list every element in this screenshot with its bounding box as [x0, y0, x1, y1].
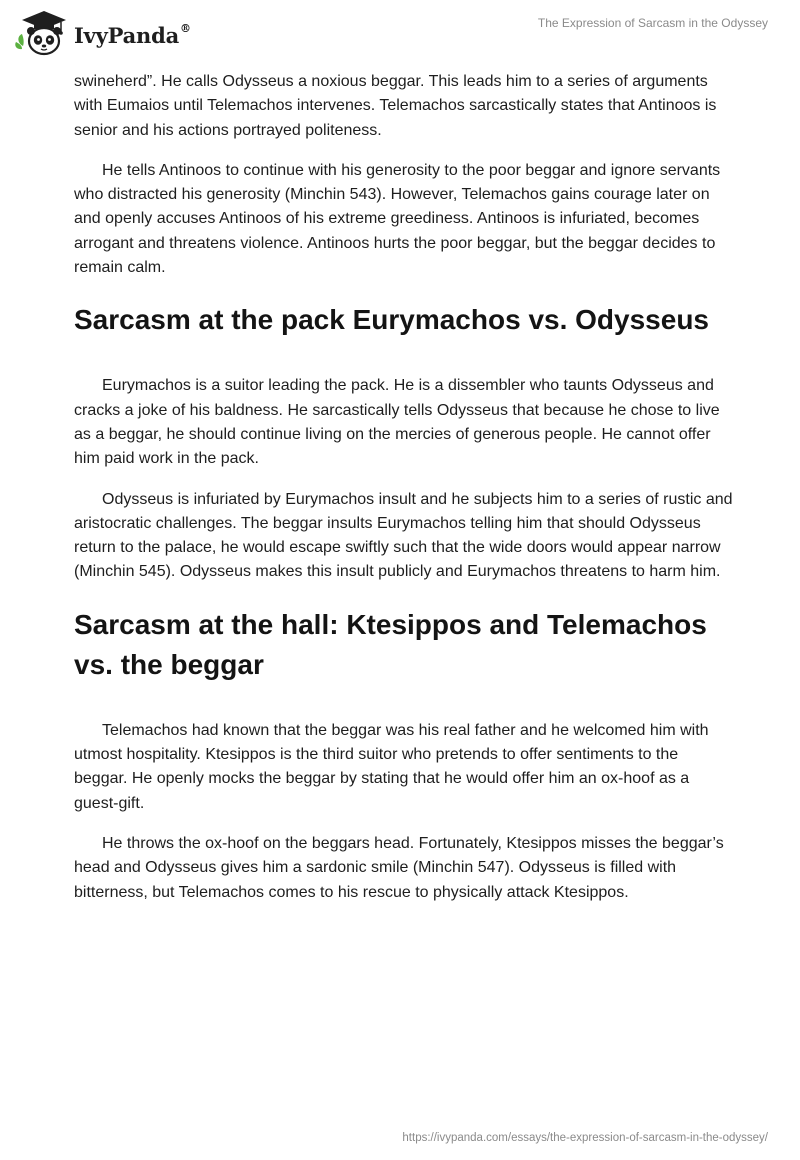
section-heading: Sarcasm at the pack Eurymachos vs. Odysseus — [74, 304, 709, 336]
paragraph: Eurymachos is a suitor leading the pack. He is a dissembler who taunts Odysseus and cracks a joke of his baldness. He sarcastically tells Odysseus that because he chose to live as a beggar, he should continue living on the mercies of generous people. He cannot offer him paid work in the pack. — [74, 377, 720, 468]
registered-mark: ® — [180, 21, 191, 35]
paragraph: Odysseus is infuriated by Eurymachos insult and he subjects him to a series of rustic and aristocratic challenges. The beggar insults Eurymachos telling him that should Odysseus return to the palace, he would escape swiftly such that the wide doors would appear narrow (Minchin 545). Odysseus makes this insult publicly and Eurymachos threatens to harm him. — [74, 490, 733, 581]
panda-graduate-icon — [14, 8, 72, 58]
page-header — [0, 0, 800, 70]
ivypanda-logo[interactable] — [14, 8, 191, 58]
paragraph: swineherd”. He calls Odysseus a noxious beggar. This leads him to a series of arguments with Eumaios until Telemachos intervenes. Telemachos sarcastically states that Antinoos is senior and his actions portrayed politeness. — [74, 73, 717, 139]
paragraph: Telemachos had known that the beggar was his real father and he welcomed him with utmost hospitality. Ktesippos is the third suitor who pretends to offer sentiments to the beggar. He openly mocks the beggar by stating that he would offer him an ox-hoof as a guest-gift. — [74, 721, 709, 812]
document-title: The Expression of Sarcasm in the Odyssey — [537, 16, 768, 30]
brand-name: IvyPanda® — [74, 21, 191, 48]
paragraph: He throws the ox-hoof on the beggars head. Fortunately, Ktesippos misses the beggar’s head and Odysseus gives him a sardonic smile (Minchin 547). Odysseus is filled with bitterness, but Telemachos comes to his rescue to physically attack Ktesippos. — [74, 834, 724, 901]
source-url[interactable]: https://ivypanda.com/essays/the-expression-of-sarcasm-in-the-odyssey/ — [402, 1132, 768, 1144]
paragraph: He tells Antinoos to continue with his generosity to the poor beggar and ignore servants who distracted his generosity (Minchin 543). However, Telemachos gains courage later on and openly accuses Antinoos of his extreme greediness. Antinoos is infuriated, becomes arrogant and threatens violence. Antinoos hurts the poor beggar, but the beggar decides to remain calm. — [74, 161, 721, 277]
essay-body — [74, 70, 734, 921]
section-heading: Sarcasm at the hall: Ktesippos and Telemachos vs. the beggar — [74, 608, 707, 680]
